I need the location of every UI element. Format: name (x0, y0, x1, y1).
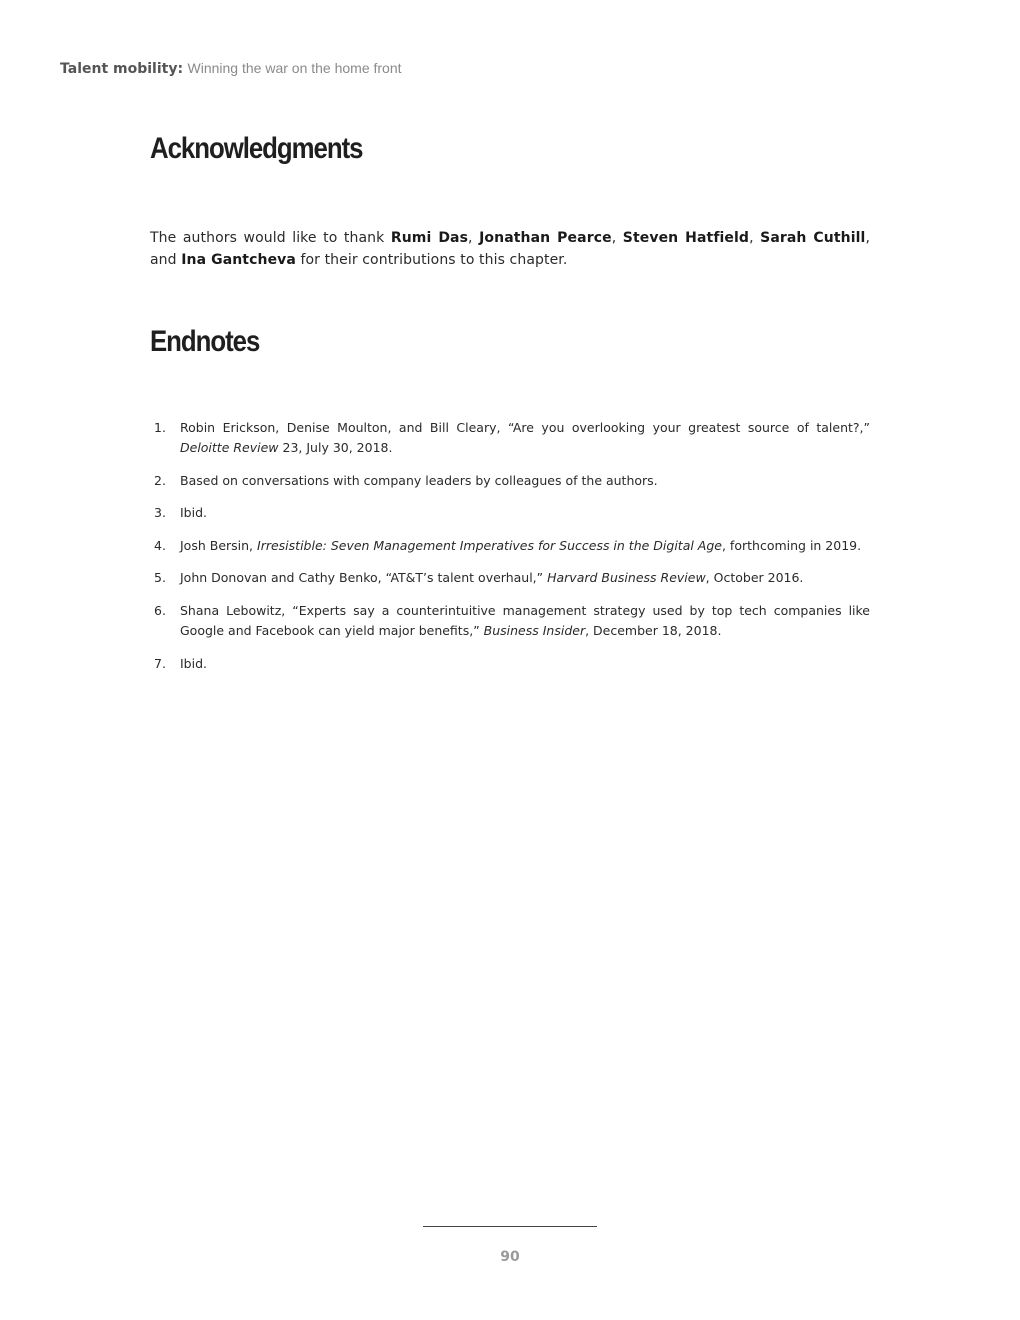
endnotes-list (150, 418, 870, 686)
ack-name: Ina Gantcheva (181, 252, 296, 268)
endnote-item (150, 471, 870, 491)
acknowledgments-paragraph (150, 227, 870, 271)
endnote-source-title: Irresistible: Seven Management Imperatives for Success in the Digital Age (257, 537, 722, 553)
endnote-item (150, 601, 870, 641)
endnote-number: 6. (154, 602, 166, 618)
endnote-text: Shana Lebowitz, “Experts say a counterintuitive management strategy used by top tech companies like Google and Facebook can yield major benefits,” (180, 602, 870, 638)
endnote-source-title: Deloitte Review (180, 440, 279, 455)
ack-name: Rumi Das (390, 230, 469, 246)
ack-separator: , (749, 230, 761, 246)
endnote-item (150, 568, 870, 588)
endnote-number: 3. (154, 505, 166, 521)
endnote-text-tail: , October 2016. (705, 570, 804, 586)
endnote-number: 5. (154, 570, 166, 586)
ack-name: Steven Hatfield (622, 230, 750, 246)
endnote-number: 4. (154, 537, 166, 553)
endnote-text: Ibid. (180, 655, 208, 671)
endnote-text-tail: 23, July 30, 2018. (278, 440, 393, 455)
endnote-number: 2. (154, 472, 166, 488)
endnote-number: 7. (154, 655, 166, 671)
endnote-item (150, 536, 870, 556)
endnote-item (150, 654, 870, 674)
ack-separator: , (468, 230, 480, 246)
endnote-item (150, 418, 870, 458)
ack-name: Sarah Cuthill (760, 230, 866, 246)
running-header-title: Talent mobility: (60, 61, 184, 77)
running-header-subtitle: Winning the war on the home front (187, 60, 402, 76)
ack-separator: , (611, 230, 623, 246)
page-number: 90 (500, 1249, 520, 1265)
ack-intro-text: The authors would like to thank (150, 230, 391, 246)
footer-divider (423, 1226, 597, 1227)
endnote-source-title: Business Insider (483, 622, 586, 638)
endnote-text: Robin Erickson, Denise Moulton, and Bill Cleary, “Are you overlooking your greatest source of talent?,” (180, 420, 870, 435)
ack-separator: , and (150, 230, 870, 268)
endnote-text: Ibid. (180, 505, 208, 521)
endnote-text-tail: , December 18, 2018. (585, 622, 722, 638)
endnote-text-tail: , forthcoming in 2019. (721, 537, 862, 553)
endnote-number: 1. (154, 420, 166, 435)
acknowledgments-heading: Acknowledgments (150, 132, 363, 165)
endnote-item (150, 503, 870, 523)
endnote-source-title: Harvard Business Review (547, 570, 706, 586)
ack-name: Jonathan Pearce (479, 230, 612, 246)
running-header (60, 59, 402, 78)
endnote-text: John Donovan and Cathy Benko, “AT&T’s talent overhaul,” (180, 570, 548, 586)
endnote-text: Josh Bersin, (180, 537, 258, 553)
endnote-text: Based on conversations with company leaders by colleagues of the authors. (180, 472, 658, 488)
endnotes-heading: Endnotes (150, 325, 260, 358)
ack-outro-text: for their contributions to this chapter. (295, 252, 568, 268)
